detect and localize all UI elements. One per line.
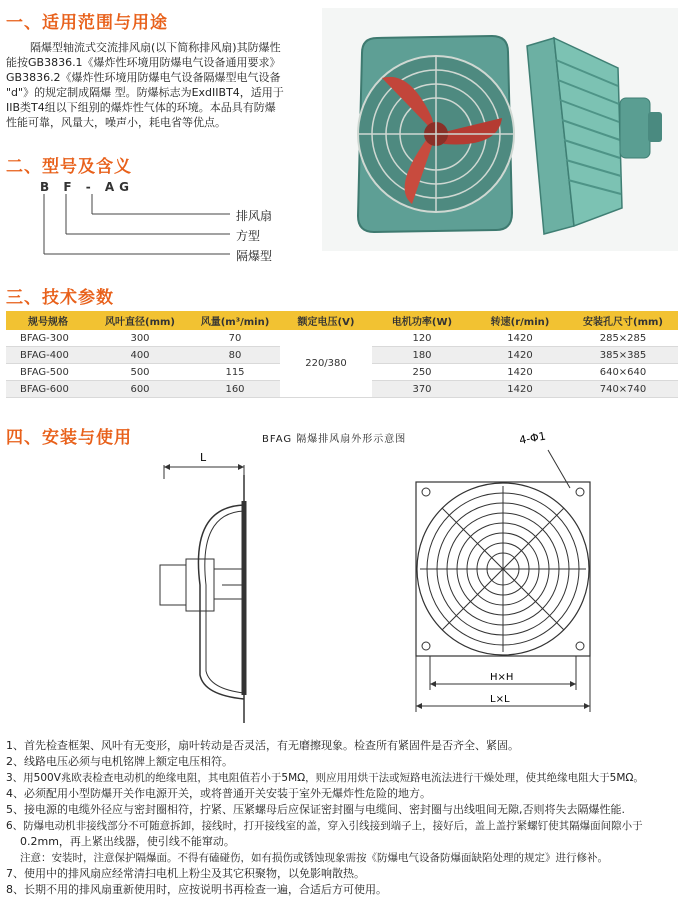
scope-paragraph xyxy=(6,40,306,130)
table-row xyxy=(6,330,678,347)
cell-power: 180 xyxy=(372,347,472,364)
cell-hole: 740×740 xyxy=(568,381,678,398)
cell-model: BFAG-300 xyxy=(6,330,90,347)
note-line: 3、用500V兆欧表检查电动机的绝缘电阻，其电阻值若小于5MΩ，则应用用烘干法或短路电流法进行干燥处理，使其绝缘电阻大于5MΩ。 xyxy=(6,772,644,784)
cell-airflow: 70 xyxy=(190,330,280,347)
para-line: GB3836.2《爆炸性环境用防爆电气设备隔爆型电气设备 xyxy=(6,71,281,84)
section-title-install: 四、安装与使用 xyxy=(6,428,132,448)
note-line: 注意：安装时，注意保护隔爆面。不得有磕碰伤，如有损伤或锈蚀现象需按《防爆电气设备防爆面缺陷处理的规定》进行修补。 xyxy=(20,852,608,864)
cell-model: BFAG-600 xyxy=(6,381,90,398)
side-view-drawing xyxy=(150,445,280,735)
cell-diameter: 500 xyxy=(90,364,190,381)
col-header: 风量(m³/min) xyxy=(190,311,280,330)
cell-diameter: 600 xyxy=(90,381,190,398)
cell-power: 370 xyxy=(372,381,472,398)
model-label-square: 方型 xyxy=(236,229,261,243)
note-line: 6、防爆电动机非接线部分不可随意拆卸，接线时，打开接线室的盖，穿入引线接到端子上，接好后，盖上盖拧紧螺钉使其隔爆面间隙小于 xyxy=(6,820,643,832)
cell-airflow: 80 xyxy=(190,347,280,364)
cell-power: 250 xyxy=(372,364,472,381)
cell-hole: 285×285 xyxy=(568,330,678,347)
note-line: 0.2mm，再上紧出线器，使引线不能窜动。 xyxy=(20,835,235,848)
dim-HxH: H×H xyxy=(490,672,514,683)
model-bracket-lines xyxy=(0,190,240,270)
install-notes xyxy=(6,738,682,898)
spec-header-row xyxy=(6,311,678,330)
cell-airflow: 115 xyxy=(190,364,280,381)
col-header: 电机功率(W) xyxy=(372,311,472,330)
col-header: 风叶直径(mm) xyxy=(90,311,190,330)
model-code: B F - AG xyxy=(40,180,134,194)
cell-model: BFAG-400 xyxy=(6,347,90,364)
product-photo xyxy=(322,8,678,251)
spec-table xyxy=(6,311,678,398)
note-line: 5、接电源的电缆外径应与密封圈相符，拧紧、压紧螺母后应保证密封圈与电缆间、密封圈与出线咀间无隙,否则将失去隔爆性能. xyxy=(6,803,625,816)
dim-L-side: L xyxy=(200,451,207,464)
para-line: 能按GB3836.1《爆炸性环境用防爆电气设备通用要求》 xyxy=(6,56,281,69)
cell-voltage: 220/380 xyxy=(280,330,372,398)
section-title-model: 二、型号及含义 xyxy=(6,157,132,177)
para-line: 隔爆型轴流式交流排风扇(以下简称排风扇)其防爆性 xyxy=(30,41,281,54)
cell-speed: 1420 xyxy=(472,364,568,381)
dim-LxL: L×L xyxy=(490,694,510,705)
cell-diameter: 300 xyxy=(90,330,190,347)
col-header: 额定电压(V) xyxy=(280,311,372,330)
cell-diameter: 400 xyxy=(90,347,190,364)
note-line: 7、使用中的排风扇应经常清扫电机上粉尘及其它积聚物，以免影响散热。 xyxy=(6,867,365,880)
note-line: 1、首先检查框架、风叶有无变形，扇叶转动是否灵活，有无磨擦现象。检查所有紧固件是否齐全、紧固。 xyxy=(6,739,519,752)
col-header: 安装孔尺寸(mm) xyxy=(568,311,678,330)
para-line: 性能可靠，风量大，噪声小，耗电省等优点。 xyxy=(6,116,226,129)
cell-hole: 640×640 xyxy=(568,364,678,381)
dim-hole-count: 4-Φ1 xyxy=(518,430,547,447)
note-line: 4、必须配用小型防爆开关作电源开关，或将普通开关安装于室外无爆炸性危险的地方。 xyxy=(6,787,431,800)
note-line: 8、长期不用的排风扇重新使用时，应按说明书再检查一遍，合适后方可使用。 xyxy=(6,883,387,896)
cell-model: BFAG-500 xyxy=(6,364,90,381)
square-fan-front-illustration xyxy=(358,36,514,232)
model-label-fan: 排风扇 xyxy=(236,209,273,223)
para-line: IIB类T4组以下组别的爆炸性气体的环境。本品具有防爆 xyxy=(6,101,276,114)
cell-speed: 1420 xyxy=(472,330,568,347)
cell-airflow: 160 xyxy=(190,381,280,398)
cell-speed: 1420 xyxy=(472,347,568,364)
para-line: "d"》的规定制成隔爆 型。防爆标志为ExdIIBT4，适用于 xyxy=(6,86,284,99)
cell-hole: 385×385 xyxy=(568,347,678,364)
note-line: 2、线路电压必须与电机铭牌上额定电压相符。 xyxy=(6,755,233,768)
cell-power: 120 xyxy=(372,330,472,347)
col-header: 转速(r/min) xyxy=(472,311,568,330)
section-title-scope: 一、适用范围与用途 xyxy=(6,13,168,33)
col-header: 规号规格 xyxy=(6,311,90,330)
cell-speed: 1420 xyxy=(472,381,568,398)
model-label-flameproof: 隔爆型 xyxy=(236,249,273,263)
diagram-title: BFAG 隔爆排风扇外形示意图 xyxy=(262,434,407,445)
front-view-drawing xyxy=(400,430,600,720)
section-title-specs: 三、技术参数 xyxy=(6,288,114,308)
